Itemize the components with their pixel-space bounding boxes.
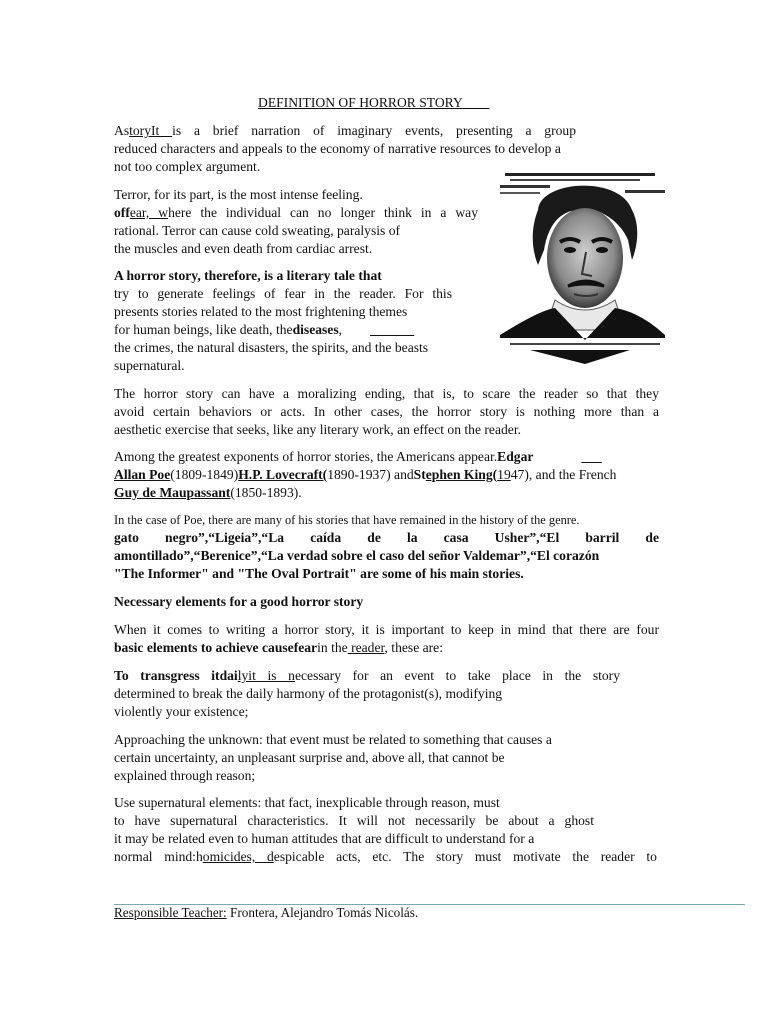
p2-line-3: rational. Terror can cause cold sweating, paralysis of — [114, 223, 401, 238]
text-run: ecessary for an event to take place in the story — [294, 668, 621, 683]
author-stephen-king: ephen King( — [425, 467, 498, 482]
p10-line-1: Use supernatural elements: that fact, inexplicable through reason, must — [114, 795, 500, 810]
p8-line-1 — [114, 667, 620, 685]
p3-line-4 — [114, 321, 414, 339]
p3-line-1: A horror story, therefore, is a literary tale that — [114, 268, 382, 283]
portrait-bottom-streaks — [510, 343, 660, 364]
p1-line-1 — [114, 122, 576, 140]
p8-line-2: determined to break the daily harmony of the protagonist(s), modifying — [114, 686, 503, 701]
blank-underline — [370, 322, 414, 337]
p2-line-1: Terror, for its part, is the most intense feeling. — [114, 187, 363, 202]
blank-underline — [581, 449, 601, 464]
eye-right — [596, 247, 608, 253]
text-run-bold: To transgress itdai — [114, 668, 238, 683]
p5-line-1 — [114, 448, 602, 466]
p4-line-3: aesthetic exercise that seeks, like any literary work, an effect on the reader. — [114, 422, 521, 437]
p2-line-2 — [114, 204, 478, 222]
text-run-bold: St — [413, 467, 426, 482]
text-run: here the individual can no longer think in a way — [168, 205, 478, 220]
p1-line-2: reduced characters and appeals to the economy of narrative resources to develop a — [114, 141, 561, 156]
p7-line-1: When it comes to writing a horror story, it is important to keep in mind that there are four — [114, 622, 659, 637]
p5-line-2 — [114, 466, 616, 484]
text-run: for human beings, like death, the — [114, 322, 293, 337]
p2-line-4: the muscles and even death from cardiac arrest. — [114, 241, 373, 256]
p9-line-2: certain uncertainty, an unpleasant surprise and, above all, that cannot be — [114, 750, 505, 765]
text-run-underlined: reader — [347, 640, 385, 655]
edgar-allan-poe-portrait — [500, 170, 665, 370]
p3-line-2: try to generate feelings of fear in the reader. For this — [114, 286, 452, 301]
p4-line-2: avoid certain behaviors or acts. In other cases, the horror story is nothing more than a — [114, 404, 659, 419]
p1-line-3: not too complex argument. — [114, 159, 261, 174]
text-run: (1809-1849) — [170, 467, 239, 482]
text-run-bold: Edgar — [497, 449, 534, 464]
p5-line-3 — [114, 484, 302, 502]
text-run-underlined: ear, w — [129, 205, 169, 220]
p6-line-4: "The Informer" and "The Oval Portrait" are some of his main stories. — [114, 566, 524, 581]
footer-teacher-name: Frontera, Alejandro Tomás Nicolás. — [226, 905, 419, 920]
author-edgar-allan-poe: Allan Poe — [114, 467, 171, 482]
eye-left — [564, 247, 576, 253]
text-run-underlined: 19 — [497, 467, 511, 482]
p9-line-3: explained through reason; — [114, 768, 256, 783]
p10-line-2: to have supernatural characteristics. It will not necessarily be about a ghost — [114, 813, 594, 828]
p7-line-2 — [114, 639, 443, 657]
footer-label: Responsible Teacher: — [114, 905, 227, 920]
p6-line-1: In the case of Poe, there are many of his stories that have remained in the history of the genre. — [114, 513, 580, 527]
text-run-underlined: lyit is n — [237, 668, 295, 683]
text-run: , these are: — [384, 640, 443, 655]
text-run: is a brief narration of imaginary events, presenting a group — [172, 123, 576, 138]
text-run: in the — [317, 640, 348, 655]
footer — [114, 905, 418, 921]
section-heading: Necessary elements for a good horror story — [114, 594, 364, 609]
text-run: Among the greatest exponents of horror stories, the Americans appear. — [114, 449, 498, 464]
text-run: As — [114, 123, 130, 138]
text-run: 1890-1937) and — [327, 467, 414, 482]
text-run-bold: diseases — [292, 322, 339, 337]
text-run-bold: off — [114, 205, 130, 220]
p6-line-2: gato negro”,“Ligeia”,“La caída de la casa Usher”,“El barril de — [114, 530, 659, 545]
p3-line-5: the crimes, the natural disasters, the spirits, and the beasts — [114, 340, 429, 355]
p6-line-3: amontillado”,“Berenice”,“La verdad sobre el caso del señor Valdemar”,“El corazón — [114, 548, 600, 563]
text-run: (1850-1893). — [230, 485, 302, 500]
p10-line-3: it may be related even to human attitudes that are difficult to understand for a — [114, 831, 535, 846]
author-hp-lovecraft: H.P. Lovecraft( — [238, 467, 328, 482]
p8-line-3: violently your existence; — [114, 704, 249, 719]
p3-line-6: supernatural. — [114, 358, 185, 373]
text-run: , — [338, 322, 343, 337]
text-run-underlined: toryIt — [129, 123, 173, 138]
p3-line-3: presents stories related to the most frightening themes — [114, 304, 408, 319]
text-run-bold: basic elements to achieve causefear — [114, 640, 318, 655]
text-run: normal mind:h — [114, 849, 203, 864]
document-title — [258, 95, 490, 111]
text-run: 47), and the French — [510, 467, 617, 482]
text-run-underlined: omicides, d — [202, 849, 274, 864]
text-run: espicable acts, etc. The story must motivate the reader to — [273, 849, 657, 864]
p4-line-1: The horror story can have a moralizing ending, that is, to scare the reader so that they — [114, 386, 659, 401]
p10-line-4 — [114, 848, 657, 866]
p9-line-1: Approaching the unknown: that event must be related to something that causes a — [114, 732, 552, 747]
title-text: DEFINITION OF HORROR STORY — [258, 95, 463, 110]
author-guy-de-maupassant: Guy de Maupassant — [114, 485, 231, 500]
title-underline-tail — [462, 95, 489, 110]
